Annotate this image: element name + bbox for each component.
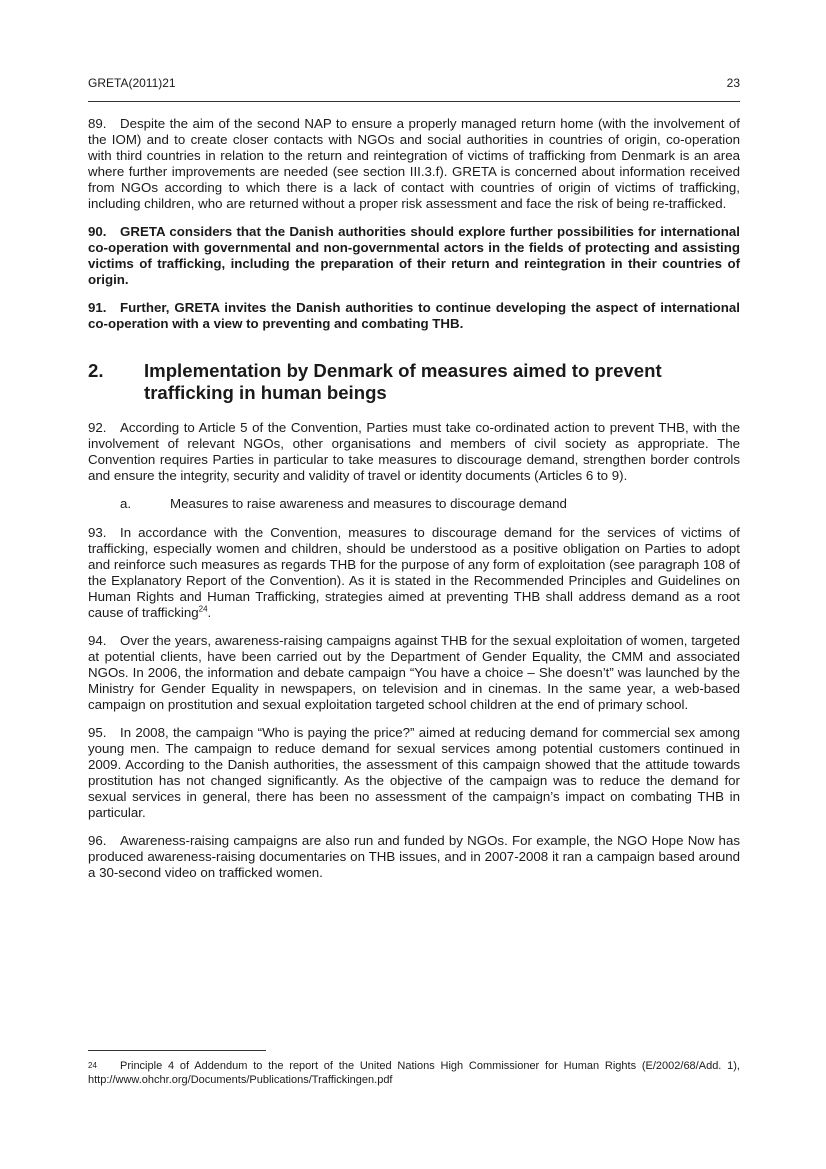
paragraph-text: Over the years, awareness-raising campaigns against THB for the sexual exploitation of women, targeted at potential clients, have been carried out by the Department of Gender Equality, the CMM and associated NGOs. In 2006, the information and debate campaign “You have a choice – She doesn’t” was launched by the Ministry for Gender Equality in newspapers, on television and in cinemas. In the same year, a web-based campaign on prostitution and sexual exploitation targeted school children at the end of primary school. <box>88 633 740 712</box>
paragraph-96 <box>88 833 740 881</box>
paragraph-text: Despite the aim of the second NAP to ensure a properly managed return home (with the involvement of the IOM) and to create closer contacts with NGOs and social authorities in countries of origin, co-operation with third countries in relation to the return and reintegration of victims of trafficking from Denmark is an area where further improvements are needed (see section III.3.f). GRETA is concerned about information received from NGOs according to which there is a lack of contact with countries of origin of victims of trafficking, including children, who are returned without a proper risk assessment and face the risk of being re-trafficked. <box>88 116 740 211</box>
subsection-letter: a. <box>120 496 132 511</box>
page-number: 23 <box>726 76 740 90</box>
paragraph-95 <box>88 725 740 821</box>
footnote-reference[interactable]: 24 <box>198 604 208 614</box>
paragraph-text: GRETA considers that the Danish authorities should explore further possibilities for international co-operation with governmental and non-governmental actors in the fields of protecting and assisting victims of trafficking, including the preparation of their return and reintegration in their countries of origin. <box>88 224 740 287</box>
section-heading <box>88 360 740 404</box>
footnote-number: 24 <box>88 1061 97 1070</box>
subsection-heading <box>120 496 740 512</box>
paragraph-number: 91. <box>88 300 107 315</box>
page-header <box>88 76 740 90</box>
footnote-text: Principle 4 of Addendum to the report of the United Nations High Commissioner for Human Rights (E/2002/68/Add. 1), http://www.ohchr.org/Documents/Publications/Traffickingen.pdf <box>88 1060 740 1086</box>
paragraph-number: 92. <box>88 420 107 435</box>
footnote <box>88 1059 740 1087</box>
subsection-title: Measures to raise awareness and measures to discourage demand <box>170 496 567 511</box>
paragraph-text: According to Article 5 of the Convention, Parties must take co-ordinated action to prevent THB, with the involvement of relevant NGOs, other organisations and members of civil society as appropriate. The Convention requires Parties in particular to take measures to discourage demand, strengthen border controls and ensure the integrity, security and validity of travel or identity documents (Articles 6 to 9). <box>88 420 740 483</box>
paragraph-number: 94. <box>88 633 107 648</box>
paragraph-text: In 2008, the campaign “Who is paying the price?” aimed at reducing demand for commercial sex among young men. The campaign to reduce demand for sexual services among potential customers continued in 2009. According to the Danish authorities, the assessment of this campaign showed that the attitude towards prostitution has not changed significantly. As the objective of the campaign was to reduce the demand for sexual services in general, there has been no assessment of the campaign’s impact on combating THB in particular. <box>88 725 740 820</box>
paragraph-text: In accordance with the Convention, measures to discourage demand for the services of victims of trafficking, especially women and children, should be understood as a positive obligation on Parties to adopt and reinforce such measures as regards THB for the purpose of any form of exploitation (see paragraph 108 of the Explanatory Report of the Convention). As it is stated in the Recommended Principles and Guidelines on Human Rights and Human Trafficking, strategies aimed at preventing THB shall address demand as a root cause of trafficking <box>88 525 740 620</box>
paragraph-90 <box>88 224 740 288</box>
paragraph-text: Further, GRETA invites the Danish authorities to continue developing the aspect of international co-operation with a view to preventing and combating THB. <box>88 300 740 331</box>
section-title: Implementation by Denmark of measures aimed to prevent trafficking in human beings <box>144 360 662 403</box>
paragraph-number: 89. <box>88 116 107 131</box>
paragraph-94 <box>88 633 740 713</box>
paragraph-92 <box>88 420 740 484</box>
paragraph-end: . <box>207 605 212 620</box>
paragraph-number: 93. <box>88 525 107 540</box>
header-divider <box>88 101 740 102</box>
paragraph-number: 90. <box>88 224 107 239</box>
section-number: 2. <box>88 360 104 381</box>
paragraph-text: Awareness-raising campaigns are also run and funded by NGOs. For example, the NGO Hope Now has produced awareness-raising documentaries on THB issues, and in 2007-2008 it ran a campaign based around a 30-second video on trafficked women. <box>88 833 740 880</box>
paragraph-number: 96. <box>88 833 107 848</box>
document-body <box>88 116 740 893</box>
document-id: GRETA(2011)21 <box>88 76 176 90</box>
paragraph-number: 95. <box>88 725 107 740</box>
paragraph-93 <box>88 525 740 621</box>
footnote-divider <box>88 1050 266 1051</box>
paragraph-89 <box>88 116 740 212</box>
paragraph-91 <box>88 300 740 332</box>
